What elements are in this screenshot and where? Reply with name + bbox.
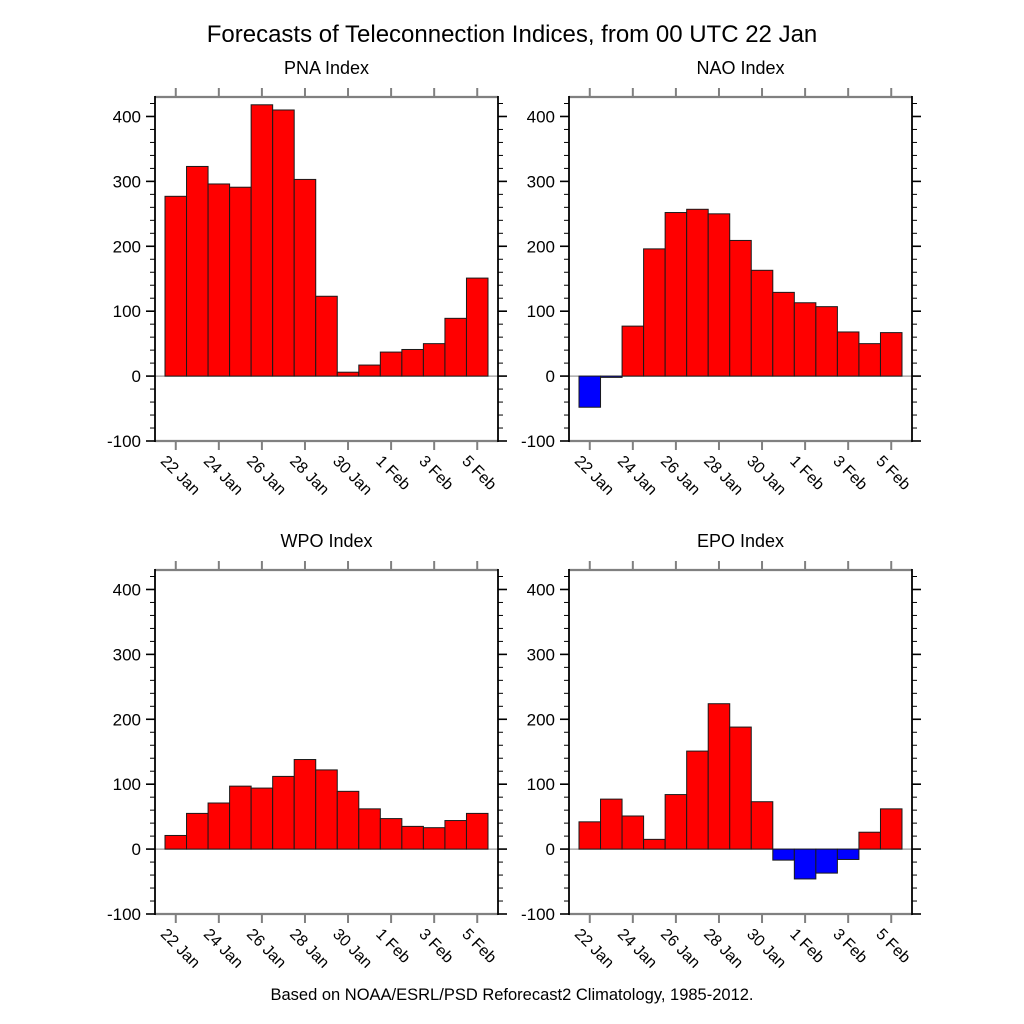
bar-29-Jan: [316, 770, 338, 849]
bar-22-Jan: [165, 835, 187, 849]
x-tick-label: 22 Jan: [570, 925, 617, 972]
x-tick-label: 1 Feb: [786, 925, 828, 967]
x-tick-label: 5 Feb: [872, 925, 914, 967]
y-tick-label: 400: [112, 580, 141, 600]
bar-28-Jan: [708, 214, 730, 376]
x-tick-label: 30 Jan: [743, 925, 790, 972]
bar-22-Jan: [579, 376, 601, 407]
y-tick-label: 200: [112, 710, 141, 730]
bar-chart-wpo: [55, 530, 525, 1008]
x-tick-label: 28 Jan: [700, 925, 747, 972]
x-tick-label: 28 Jan: [700, 452, 747, 499]
y-tick-label: 100: [112, 775, 141, 795]
x-tick-label: 5 Feb: [458, 452, 500, 494]
bar-chart-pna: [55, 57, 525, 535]
x-tick-label: 3 Feb: [829, 925, 871, 967]
y-tick-label: 300: [526, 645, 555, 665]
bar-31-Jan: [773, 292, 795, 376]
bar-2-Feb: [402, 349, 424, 376]
bar-31-Jan: [773, 849, 795, 860]
bar-30-Jan: [337, 791, 359, 849]
bar-24-Jan: [208, 184, 230, 376]
chart-panel-wpo: [55, 530, 525, 1008]
y-tick-label: 200: [112, 237, 141, 257]
panel-title-epo: EPO Index: [696, 531, 785, 551]
bar-3-Feb: [423, 344, 445, 376]
panel-title-nao: NAO Index: [696, 58, 785, 78]
bar-25-Jan: [644, 839, 666, 849]
bar-27-Jan: [687, 751, 709, 849]
x-tick-label: 24 Jan: [613, 925, 660, 972]
bar-24-Jan: [208, 803, 230, 849]
y-tick-label: 100: [526, 775, 555, 795]
y-tick-label: 300: [526, 172, 555, 192]
panel-title-pna: PNA Index: [283, 58, 370, 78]
bar-26-Jan: [665, 795, 687, 850]
bar-4-Feb: [859, 832, 881, 849]
x-tick-label: 1 Feb: [786, 452, 828, 494]
bar-23-Jan: [187, 813, 209, 849]
y-tick-label: 100: [112, 302, 141, 322]
x-tick-label: 5 Feb: [458, 925, 500, 967]
bar-chart-epo: [469, 530, 939, 1008]
bar-27-Jan: [273, 776, 295, 849]
x-tick-label: 28 Jan: [286, 452, 333, 499]
bar-2-Feb: [816, 849, 838, 873]
bar-3-Feb: [423, 828, 445, 849]
bar-23-Jan: [187, 166, 209, 376]
bar-26-Jan: [251, 788, 273, 849]
chart-panel-epo: [469, 530, 939, 1008]
y-tick-label: 0: [131, 367, 141, 387]
x-tick-label: 30 Jan: [329, 925, 376, 972]
y-tick-label: -100: [520, 432, 555, 451]
figure-title: Forecasts of Teleconnection Indices, from 00 UTC 22 Jan: [206, 21, 818, 48]
bar-chart-nao: [469, 57, 939, 535]
bar-23-Jan: [601, 376, 623, 377]
bar-29-Jan: [730, 727, 752, 849]
x-tick-label: 30 Jan: [743, 452, 790, 499]
bar-30-Jan: [337, 372, 359, 376]
bar-3-Feb: [837, 332, 859, 376]
bar-28-Jan: [294, 760, 316, 850]
bar-5-Feb: [880, 333, 902, 376]
bar-27-Jan: [687, 209, 709, 376]
bar-4-Feb: [445, 821, 467, 850]
bar-1-Feb: [380, 352, 402, 376]
bar-29-Jan: [730, 240, 752, 376]
bar-5-Feb: [880, 809, 902, 849]
x-tick-label: 24 Jan: [613, 452, 660, 499]
x-tick-label: 3 Feb: [829, 452, 871, 494]
y-tick-label: 300: [112, 645, 141, 665]
bar-2-Feb: [816, 307, 838, 376]
bar-22-Jan: [579, 822, 601, 849]
chart-panel-pna: [55, 57, 525, 535]
y-tick-label: -100: [106, 432, 141, 451]
x-tick-label: 26 Jan: [243, 925, 290, 972]
bar-1-Feb: [380, 819, 402, 850]
bar-28-Jan: [294, 179, 316, 376]
bar-1-Feb: [794, 303, 816, 376]
bar-24-Jan: [622, 816, 644, 849]
x-tick-label: 26 Jan: [243, 452, 290, 499]
y-tick-label: 100: [526, 302, 555, 322]
bar-24-Jan: [622, 326, 644, 376]
panel-title-wpo: WPO Index: [280, 531, 373, 551]
y-tick-label: 400: [526, 107, 555, 127]
bar-4-Feb: [859, 344, 881, 376]
bar-22-Jan: [165, 196, 187, 376]
x-tick-label: 1 Feb: [372, 925, 414, 967]
x-tick-label: 22 Jan: [156, 452, 203, 499]
x-tick-label: 30 Jan: [329, 452, 376, 499]
x-tick-label: 22 Jan: [156, 925, 203, 972]
bar-25-Jan: [644, 249, 666, 376]
x-tick-label: 1 Feb: [372, 452, 414, 494]
y-tick-label: 200: [526, 710, 555, 730]
bar-27-Jan: [273, 110, 295, 376]
bar-2-Feb: [402, 826, 424, 849]
bar-28-Jan: [708, 704, 730, 849]
bar-3-Feb: [837, 849, 859, 859]
bar-26-Jan: [665, 213, 687, 377]
bar-26-Jan: [251, 105, 273, 376]
x-tick-label: 24 Jan: [199, 452, 246, 499]
figure-caption: Based on NOAA/ESRL/PSD Reforecast2 Climatology, 1985-2012.: [270, 986, 754, 1004]
bar-1-Feb: [794, 849, 816, 879]
bar-31-Jan: [359, 365, 381, 376]
y-tick-label: 0: [131, 840, 141, 860]
chart-panel-nao: [469, 57, 939, 535]
y-tick-label: -100: [106, 905, 141, 924]
y-tick-label: 200: [526, 237, 555, 257]
bar-4-Feb: [445, 318, 467, 376]
y-tick-label: 400: [112, 107, 141, 127]
y-tick-label: 0: [545, 840, 555, 860]
x-tick-label: 3 Feb: [415, 452, 457, 494]
x-tick-label: 26 Jan: [657, 452, 704, 499]
bar-25-Jan: [230, 786, 252, 849]
bar-31-Jan: [359, 809, 381, 849]
y-tick-label: -100: [520, 905, 555, 924]
x-tick-label: 26 Jan: [657, 925, 704, 972]
y-tick-label: 0: [545, 367, 555, 387]
bar-25-Jan: [230, 187, 252, 376]
bar-30-Jan: [751, 270, 773, 376]
bar-23-Jan: [601, 799, 623, 849]
x-tick-label: 3 Feb: [415, 925, 457, 967]
y-tick-label: 300: [112, 172, 141, 192]
bar-30-Jan: [751, 802, 773, 849]
y-tick-label: 400: [526, 580, 555, 600]
x-tick-label: 28 Jan: [286, 925, 333, 972]
x-tick-label: 24 Jan: [199, 925, 246, 972]
x-tick-label: 22 Jan: [570, 452, 617, 499]
bar-29-Jan: [316, 296, 338, 376]
x-tick-label: 5 Feb: [872, 452, 914, 494]
